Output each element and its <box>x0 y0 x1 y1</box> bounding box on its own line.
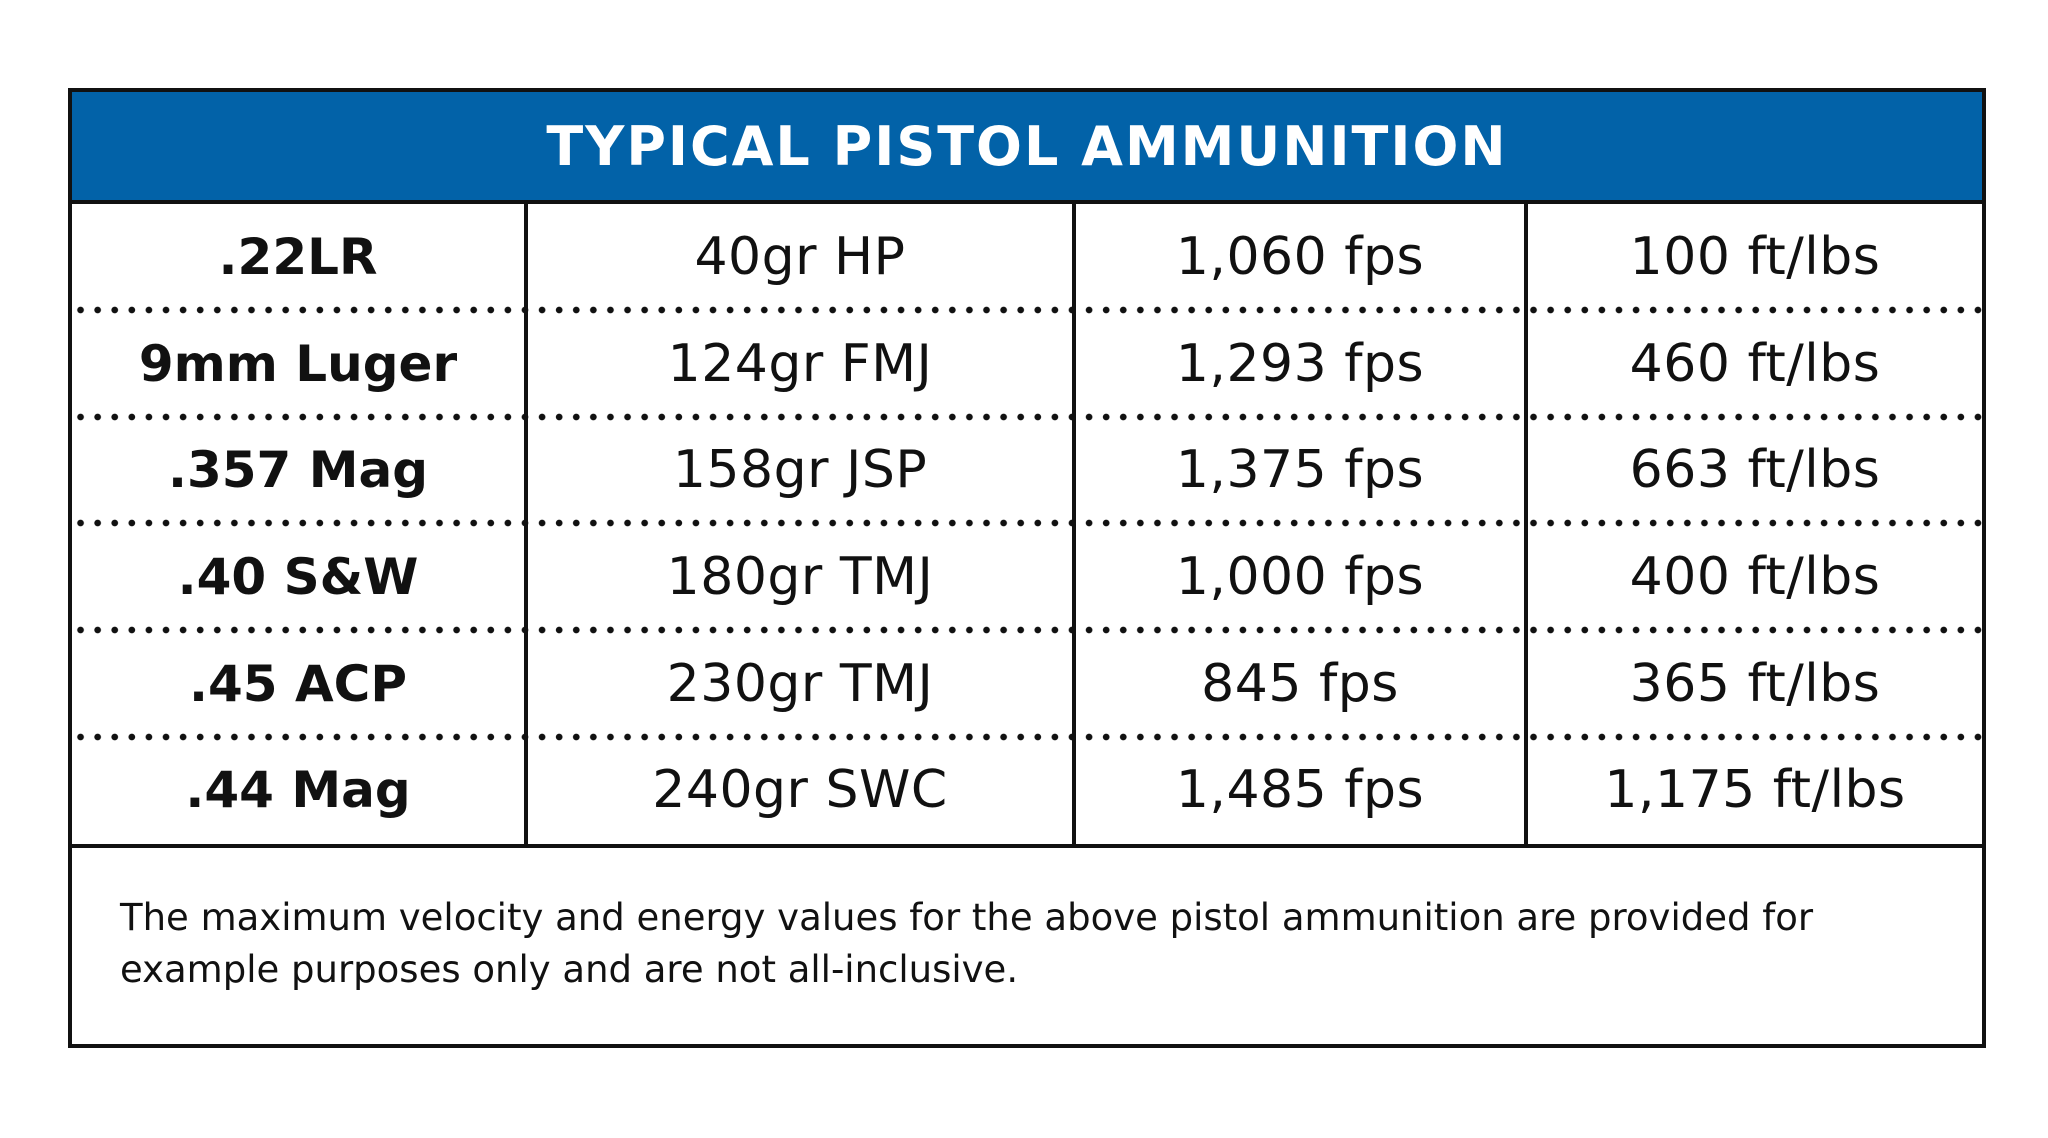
bullet-cell: 40gr HP <box>694 227 906 287</box>
table-footnote: The maximum velocity and energy values for the above pistol ammunition are provided for example purposes only and are not all-inclusive. <box>120 896 1814 991</box>
table-title: TYPICAL PISTOL AMMUNITION <box>546 114 1508 178</box>
energy-cell: 663 ft/lbs <box>1629 440 1881 501</box>
caliber-cell: .44 Mag <box>185 761 411 820</box>
velocity-cell: 1,060 fps <box>1175 227 1425 287</box>
velocity-cell: 1,000 fps <box>1175 547 1425 607</box>
bullet-cell: 180gr TMJ <box>666 547 934 607</box>
table-bottom-divider <box>72 844 1982 848</box>
velocity-cell: 1,485 fps <box>1175 760 1425 821</box>
bullet-cell: 158gr JSP <box>672 440 928 501</box>
table-row <box>72 204 1982 310</box>
table-title-band <box>72 92 1982 200</box>
ammunition-table <box>68 88 1986 1048</box>
energy-cell: 400 ft/lbs <box>1629 547 1881 607</box>
energy-cell: 100 ft/lbs <box>1629 227 1881 287</box>
bullet-cell: 124gr FMJ <box>667 333 933 394</box>
energy-cell: 460 ft/lbs <box>1629 333 1881 394</box>
bullet-cell: 240gr SWC <box>652 760 948 821</box>
velocity-cell: 1,375 fps <box>1175 440 1425 501</box>
caliber-cell: .40 S&W <box>177 548 419 606</box>
caliber-cell: .22LR <box>218 228 378 286</box>
caliber-cell: .357 Mag <box>167 441 429 500</box>
table-row <box>72 737 1982 843</box>
bullet-cell: 230gr TMJ <box>666 653 934 714</box>
table-body <box>72 204 1982 844</box>
table-row <box>72 524 1982 630</box>
table-row <box>72 631 1982 737</box>
caliber-cell: 9mm Luger <box>138 334 458 393</box>
velocity-cell: 845 fps <box>1201 653 1399 714</box>
table-row <box>72 311 1982 417</box>
energy-cell: 1,175 ft/lbs <box>1604 760 1906 821</box>
caliber-cell: .45 ACP <box>188 654 408 713</box>
energy-cell: 365 ft/lbs <box>1629 653 1881 714</box>
table-row <box>72 417 1982 523</box>
velocity-cell: 1,293 fps <box>1175 333 1425 394</box>
